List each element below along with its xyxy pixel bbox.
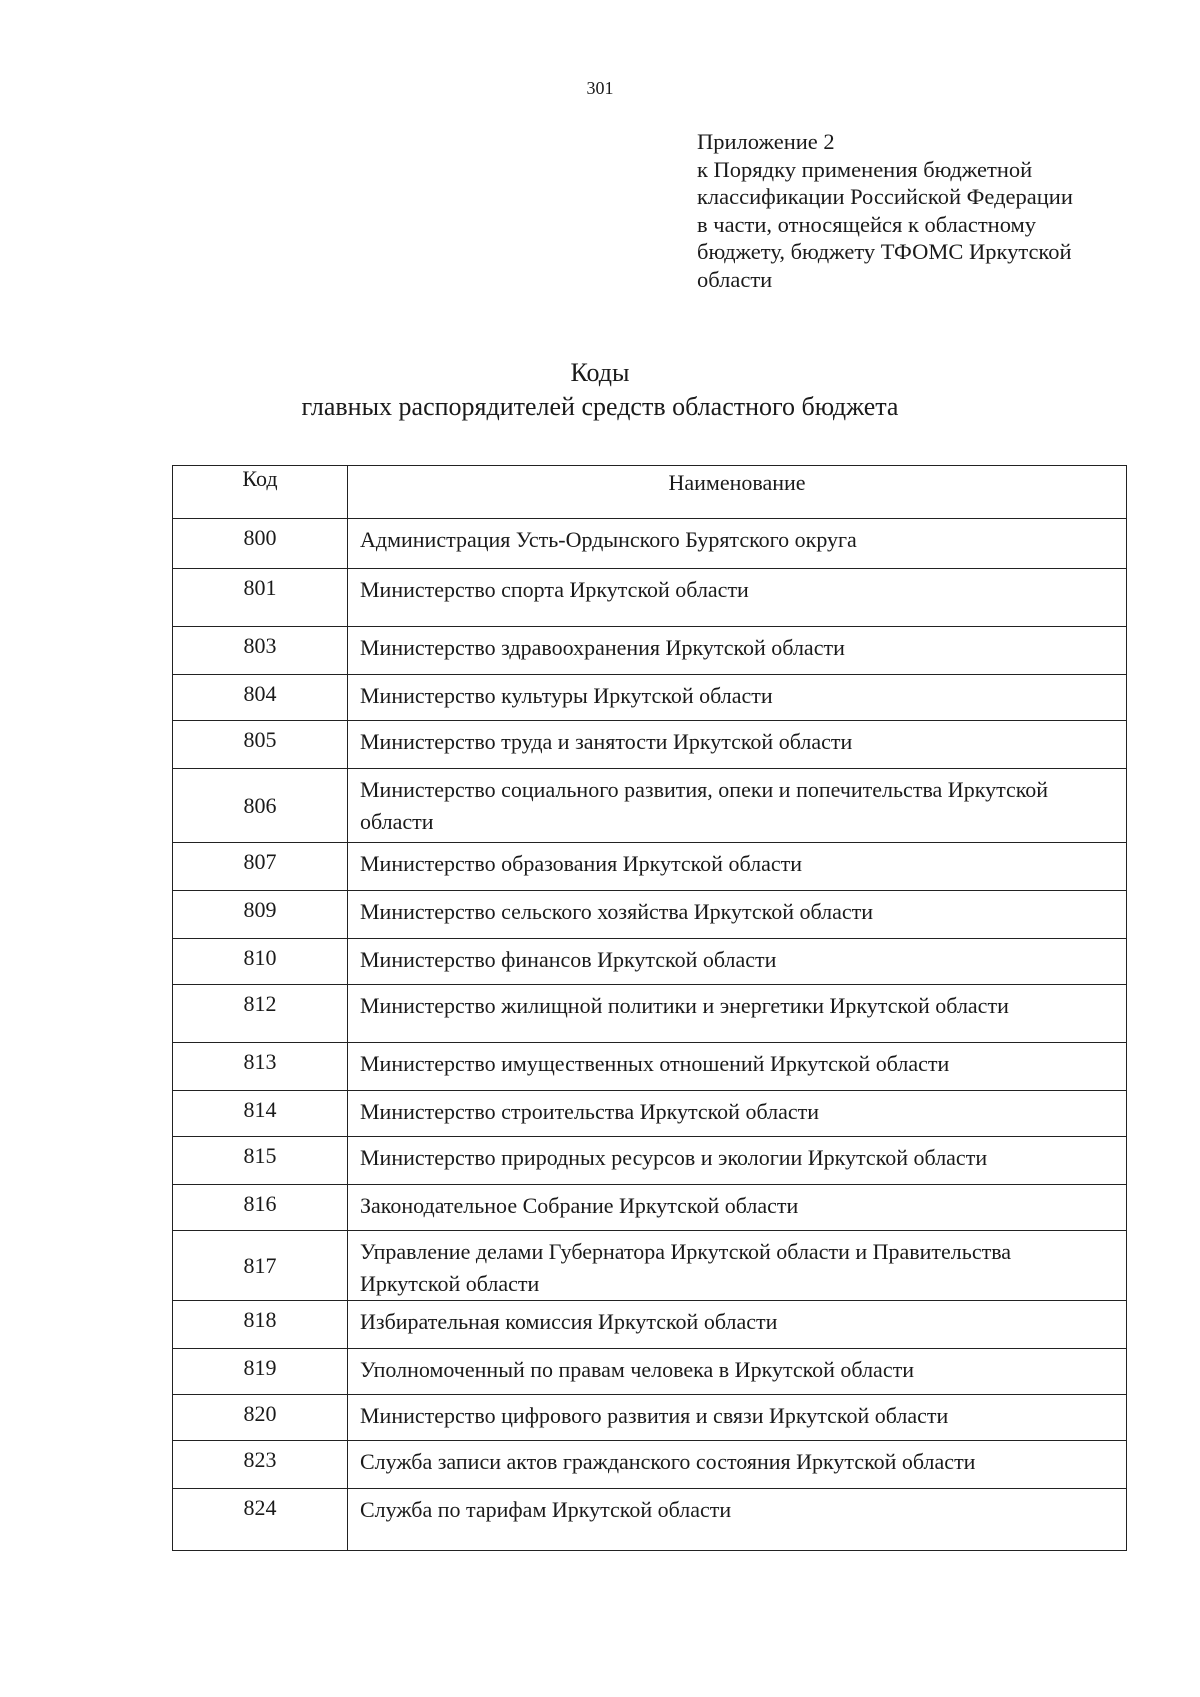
row-name: Министерство культуры Иркутской области [348,675,1127,721]
header-code: Код [173,466,348,519]
table-row [173,1349,1127,1395]
table-row [173,519,1127,569]
row-code: 804 [173,675,348,721]
table-row [173,1043,1127,1091]
table-row [173,1185,1127,1231]
row-name: Служба по тарифам Иркутской области [348,1489,1127,1551]
row-name: Министерство образования Иркутской области [348,843,1127,891]
row-code: 806 [173,769,348,843]
row-code: 812 [173,985,348,1043]
table-row [173,891,1127,939]
appendix-line: в части, относящейся к областному [697,211,1037,237]
row-code: 814 [173,1091,348,1137]
row-code: 823 [173,1441,348,1489]
row-name: Министерство природных ресурсов и экологии Иркутской области [348,1137,1127,1185]
row-code: 801 [173,569,348,627]
table-row [173,721,1127,769]
row-code: 815 [173,1137,348,1185]
row-code: 809 [173,891,348,939]
table-row [173,1489,1127,1551]
row-code: 807 [173,843,348,891]
appendix-note [697,128,1167,294]
row-name: Избирательная комиссия Иркутской области [348,1301,1127,1349]
table-row [173,985,1127,1043]
header-name: Наименование [348,466,1127,519]
appendix-line: области [697,266,773,292]
row-name: Министерство строительства Иркутской области [348,1091,1127,1137]
table-row [173,1231,1127,1301]
table-header-row [173,466,1127,519]
table-row [173,939,1127,985]
row-code: 810 [173,939,348,985]
row-name: Министерство цифрового развития и связи Иркутской области [348,1395,1127,1441]
table-row [173,1301,1127,1349]
document-title [0,356,1200,424]
row-name: Министерство имущественных отношений Иркутской области [348,1043,1127,1091]
row-code: 816 [173,1185,348,1231]
table-row [173,769,1127,843]
table-row [173,627,1127,675]
table-row [173,675,1127,721]
row-name: Министерство сельского хозяйства Иркутской области [348,891,1127,939]
row-name: Министерство спорта Иркутской области [348,569,1127,627]
row-code: 805 [173,721,348,769]
row-code: 818 [173,1301,348,1349]
row-code: 813 [173,1043,348,1091]
table-row [173,843,1127,891]
table-row [173,1137,1127,1185]
row-code: 803 [173,627,348,675]
row-name: Министерство труда и занятости Иркутской области [348,721,1127,769]
row-name: Служба записи актов гражданского состояния Иркутской области [348,1441,1127,1489]
row-name: Законодательное Собрание Иркутской области [348,1185,1127,1231]
table-row [173,1091,1127,1137]
row-name: Администрация Усть-Ордынского Бурятского округа [348,519,1127,569]
row-code: 824 [173,1489,348,1551]
table-row [173,1441,1127,1489]
appendix-line: Приложение 2 [697,129,835,154]
row-code: 819 [173,1349,348,1395]
row-name: Министерство здравоохранения Иркутской области [348,627,1127,675]
page-number: 301 [586,78,614,98]
row-name: Министерство финансов Иркутской области [348,939,1127,985]
appendix-line: классификации Российской Федерации [697,184,1073,210]
row-code: 817 [173,1231,348,1301]
table-row [173,1395,1127,1441]
codes-table [172,465,1127,1551]
appendix-line: бюджету, бюджету ТФОМС Иркутской [697,239,1072,265]
row-code: 800 [173,519,348,569]
row-name: Министерство жилищной политики и энергетики Иркутской области [348,985,1127,1043]
row-name: Управление делами Губернатора Иркутской области и Правительства Иркутской области [348,1231,1127,1301]
row-name: Министерство социального развития, опеки и попечительства Иркутской области [348,769,1127,843]
row-code: 820 [173,1395,348,1441]
title-line-1: Коды [570,358,630,387]
table-row [173,569,1127,627]
row-name: Уполномоченный по правам человека в Иркутской области [348,1349,1127,1395]
appendix-line: к Порядку применения бюджетной [697,156,1033,182]
title-line-2: главных распорядителей средств областного бюджета [301,392,899,421]
